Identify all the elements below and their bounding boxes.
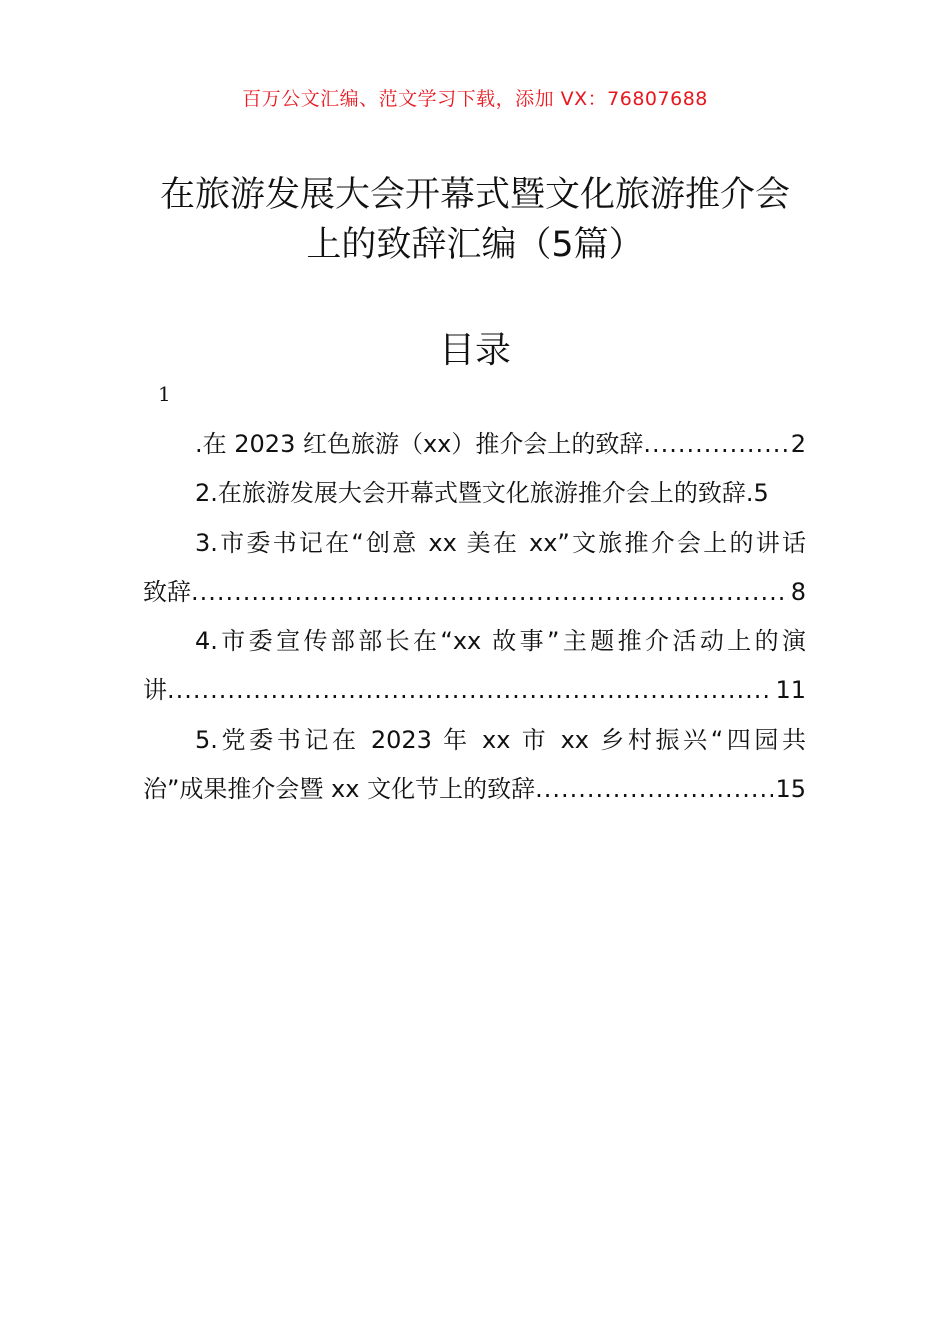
- title-line-1: 在旅游发展大会开幕式暨文化旅游推介会: [159, 175, 790, 215]
- toc-page-number: 15: [775, 775, 806, 804]
- leader-dots: [643, 420, 788, 469]
- toc-page-number: 5: [753, 479, 769, 508]
- leader-dots: [535, 765, 773, 814]
- toc-entry-text: 4.市委宣传部部长在“xx 故事”主题推介活动上的演: [195, 627, 806, 656]
- toc-entry-text: 3.市委书记在“创意 xx 美在 xx”文旅推介会上的讲话: [195, 528, 806, 557]
- toc-page-number: 2: [790, 430, 806, 458]
- toc-entry-text: 2.在旅游发展大会开幕式暨文化旅游推介会上的致辞.: [195, 479, 754, 508]
- header-note: 百万公文汇编、范文学习下载，添加 VX：76807688: [242, 88, 708, 110]
- toc-entry-4[interactable]: [143, 617, 806, 716]
- toc-entry-2[interactable]: [143, 469, 806, 518]
- toc-entry-1[interactable]: [143, 420, 806, 469]
- toc-entry-text: 5.党委书记在 2023 年 xx 市 xx 乡村振兴“四园共: [195, 725, 806, 754]
- leader-dots: [191, 568, 789, 617]
- toc-page-number: 11: [775, 676, 806, 705]
- toc-entry-text-cont: 讲: [143, 676, 167, 705]
- toc-entry-text-cont: 致辞: [143, 577, 191, 606]
- document-title: [120, 170, 830, 270]
- toc-entry-text-cont: 治”成果推介会暨 xx 文化节上的致辞: [143, 775, 536, 804]
- toc-entry-text: .在 2023 红色旅游（xx）推介会上的致辞: [195, 430, 644, 458]
- stray-number: 1: [158, 382, 171, 406]
- toc-entry-5[interactable]: [143, 716, 806, 815]
- toc-entry-3[interactable]: [143, 519, 806, 618]
- toc-page-number: 8: [790, 577, 806, 606]
- toc-heading: 目录: [438, 330, 511, 371]
- leader-dots: [167, 666, 773, 715]
- title-line-2: 上的致辞汇编（5篇）: [306, 225, 644, 265]
- table-of-contents: [143, 420, 806, 814]
